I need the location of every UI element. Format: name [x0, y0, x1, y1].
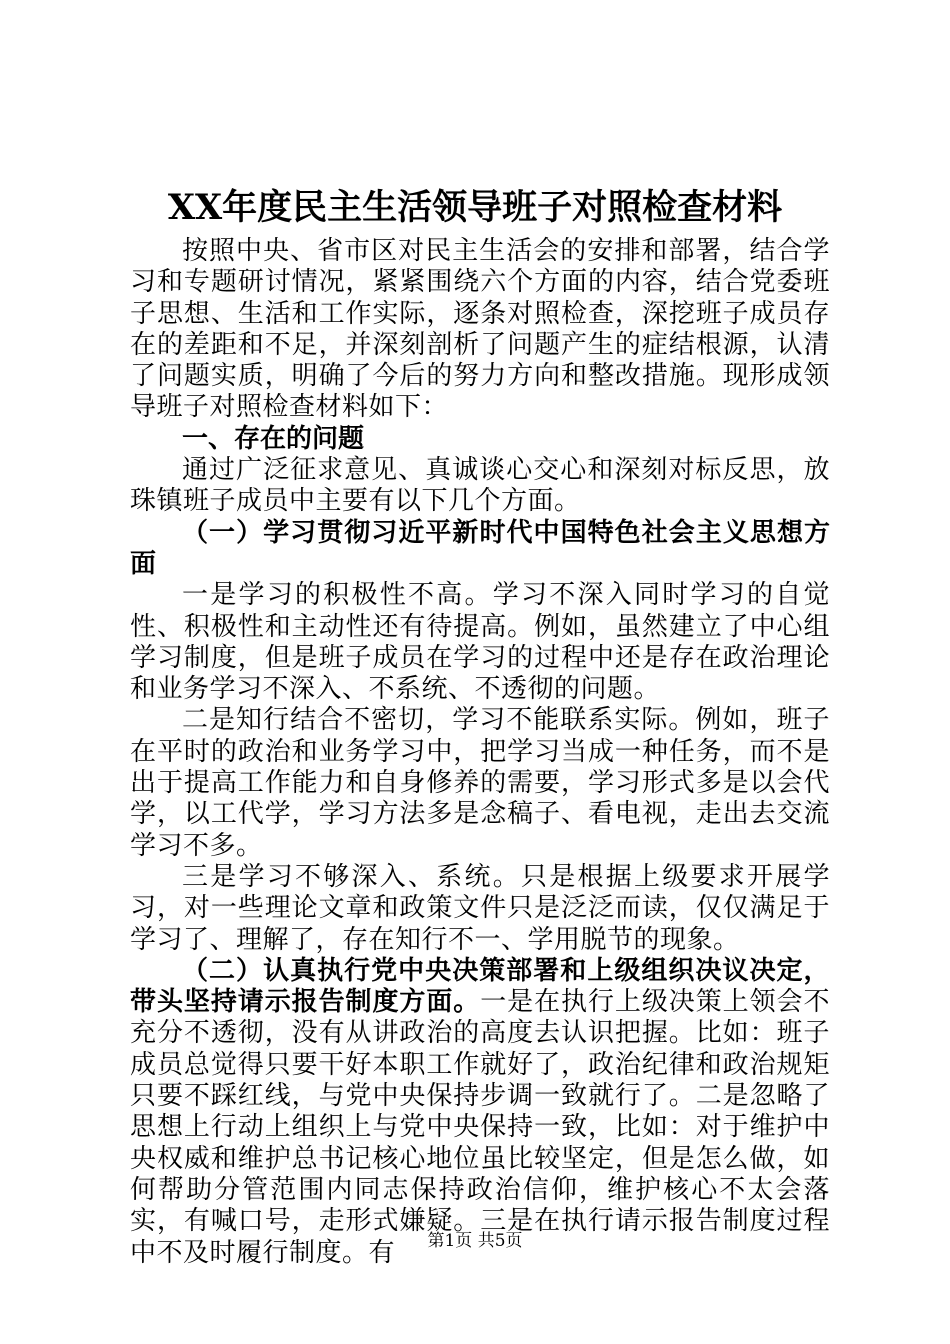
section-two-body: 一是在执行上级决策上领会不充分不透彻，没有从讲政治的高度去认识把握。比如：班子成员总觉得只要干好本职工作就好了，政治纪律和政治规矩只要不踩红线，与党中央保持步调一致就行了。二是忽略了思想上行动上组织上与党中央保持一致，比如：对于维护中央权威和维护总书记核心地位虽比较坚定，但是怎么做，如何帮助分管范围内同志保持政治信仰，维护核心不太会落实，有喊口号，走形式嫌疑。三是在执行请示报告制度过程中不及时履行制度。有 [130, 987, 830, 1268]
study-point-one: 一是学习的积极性不高。学习不深入同时学习的自觉性、积极性和主动性还有待提高。例如，虽然建立了中心组学习制度，但是班子成员在学习的过程中还是存在政治理论和业务学习不深入、不系统、不透彻的问题。 [130, 580, 830, 705]
document-body [130, 236, 830, 1269]
section-heading-problems: 一、存在的问题 [182, 423, 365, 454]
subsection-heading-study: （一）学习贯彻习近平新时代中国特色社会主义思想方面 [130, 517, 830, 579]
study-point-three: 三是学习不够深入、系统。只是根据上级要求开展学习，对一些理论文章和政策文件只是泛泛而读，仅仅满足于学习了、理解了，存在知行不一、学用脱节的现象。 [130, 861, 830, 955]
page-footer: 第1页 共5页 [427, 1231, 523, 1251]
subsection-heading-decisions: （二）认真执行党中央决策部署和上级组织决议决定，带头坚持请示报告制度方面。 [130, 955, 830, 1018]
intro-paragraph: 按照中央、省市区对民主生活会的安排和部署，结合学习和专题研讨情况，紧紧围绕六个方面的内容，结合党委班子思想、生活和工作实际，逐条对照检查，深挖班子成员存在的差距和不足，并深刻剖析了问题产生的症结根源，认清了问题实质，明确了今后的努力方向和整改措施。现形成领导班子对照检查材料如下： [130, 236, 830, 423]
document-title: XX年度民主生活领导班子对照检查材料 [167, 187, 783, 228]
study-point-two: 二是知行结合不密切，学习不能联系实际。例如，班子在平时的政治和业务学习中，把学习当成一种任务，而不是出于提高工作能力和自身修养的需要，学习形式多是以会代学，以工代学，学习方法多是念稿子、看电视，走出去交流学习不多。 [130, 705, 830, 861]
problems-intro-paragraph: 通过广泛征求意见、真诚谈心交心和深刻对标反思，放珠镇班子成员中主要有以下几个方面。 [130, 455, 830, 517]
section-two-paragraph [130, 956, 830, 1269]
